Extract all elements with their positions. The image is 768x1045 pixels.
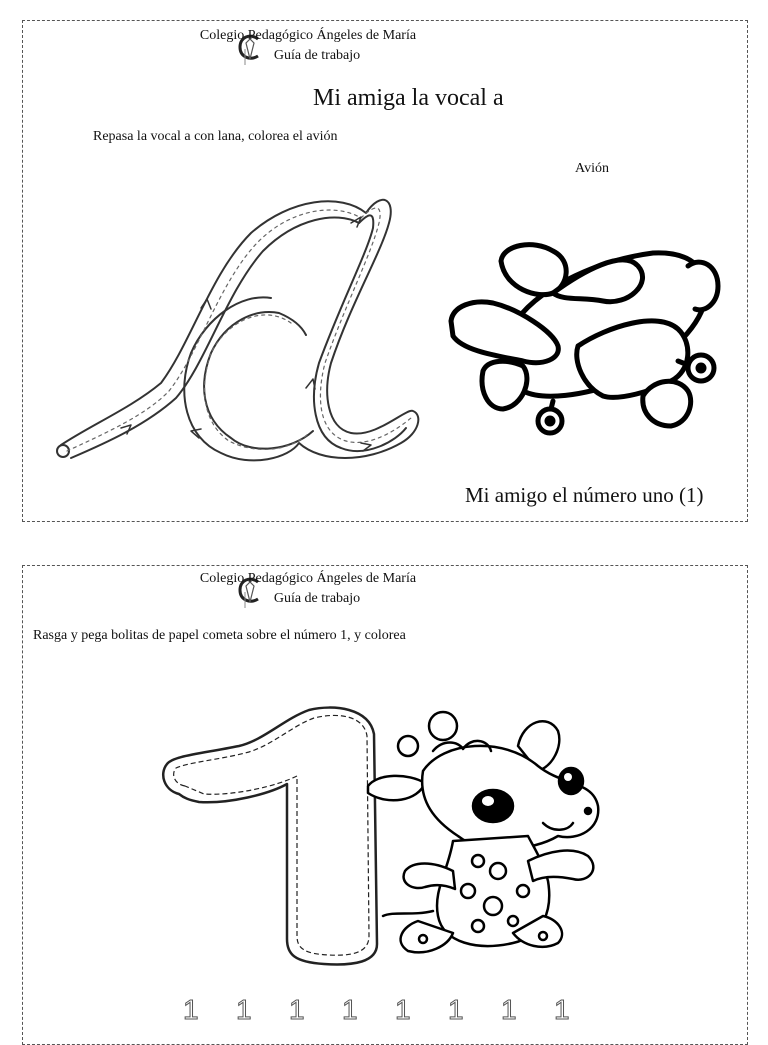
instruction-text: Rasga y pega bolitas de papel cometa sobre el número 1, y colorea (33, 628, 406, 643)
tracing-number-one: 1 (183, 994, 199, 1025)
tracing-number-one: 1 (501, 994, 517, 1025)
tracing-number-one: 1 (289, 994, 305, 1025)
tracing-row (183, 994, 603, 1024)
plane-label: Avión (575, 161, 609, 176)
worksheet-vowel-a (22, 20, 748, 522)
cursive-letter-a-icon (51, 193, 421, 473)
next-section-title: Mi amigo el número uno (1) (465, 483, 704, 507)
instruction-text: Repasa la vocal a con lana, colorea el avión (93, 129, 338, 144)
worksheet-number-one (22, 565, 748, 1045)
tracing-number-one: 1 (448, 994, 464, 1025)
airplane-icon (443, 231, 723, 441)
tracing-number-one: 1 (342, 994, 358, 1025)
school-name: Colegio Pedagógico Ángeles de María (199, 571, 417, 586)
tracing-number-one: 1 (554, 994, 570, 1025)
number-one-icon (159, 704, 389, 966)
tracing-number-one: 1 (395, 994, 411, 1025)
school-name: Colegio Pedagógico Ángeles de María (199, 28, 417, 43)
tracing-number-one: 1 (236, 994, 252, 1025)
giraffe-icon (363, 711, 623, 961)
page-title: Mi amiga la vocal a (313, 85, 504, 111)
guide-label: Guía de trabajo (273, 48, 361, 63)
guide-label: Guía de trabajo (273, 591, 361, 606)
